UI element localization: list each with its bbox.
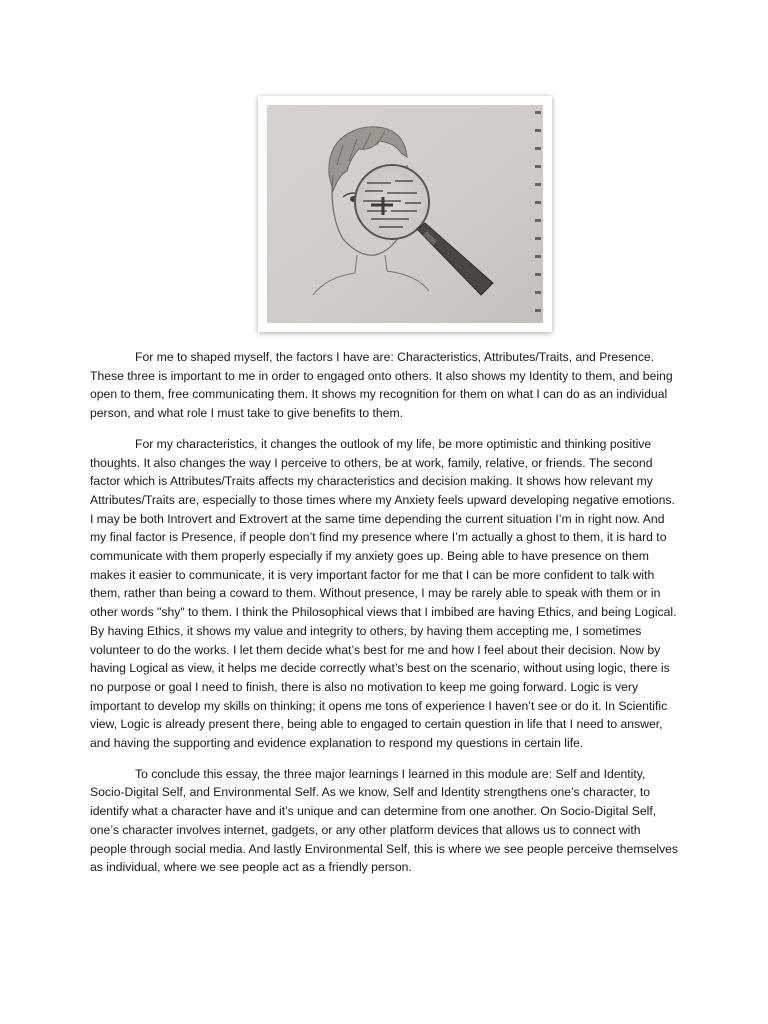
paragraph-3: To conclude this essay, the three major learnings I learned in this module are: Self and Identity, Socio-Digital Self, and Environmental Self. As we know, Self and Identity strengthens one’s character, to identify what a character have and it’s unique and can determine from one another. On Socio-Digital Self, one’s character involves internet, gadgets, or any other platform devices that allows us to connect with people through social media. And lastly Environmental Self, this is where we see people perceive themselves as individual, where we see people act as a friendly person. (90, 766, 679, 875)
paragraph-2: For my characteristics, it changes the outlook of my life, be more optimistic and thinking positive thoughts. It also changes the way I perceive to others, be at work, family, relative, or friends. The second factor which is Attributes/Traits affects my characteristics and decision making. It shows how relevant my Attributes/Traits are, especially to those times where my Anxiety feels upward developing negative emotions. I may be both Introvert and Extrovert at the same time depending the current situation I’m in right now. And my final factor is Presence, if people don’t find my presence where I’m actually a ghost to them, it is hard to communicate with them properly especially if my anxiety goes up. Being able to have presence on them makes it easier to communicate, it is very important factor for me that I can be more confident to talk with them, rather than being a coward to them. Without presence, I may be rarely able to speak with them or in other words "shy" to them. I think the Philosophical views that I imbibed are having Ethics, and being Logical. By having Ethics, it shows my value and integrity to others, by having them accepting me, I sometimes volunteer to do the works. I let them decide what’s best for me and how I feel about their decision. Now by having Logical as view, it helps me decide correctly what’s best on the scenario, without using logic, there is no purpose or goal I need to finish, there is also no motivation to keep me going forward. Logic is very important to develop my skills on thinking; it opens me tons of experience I haven’t see or do it. In Scientific view, Logic is already present there, being able to engaged to certain question in life that I need to answer, and having the supporting and evidence explanation to respond my questions in certain life. (90, 436, 677, 751)
figure-frame (258, 96, 552, 332)
paragraph-1: For me to shaped myself, the factors I have are: Characteristics, Attributes/Traits, and Presence. These three is important to me in order to engaged onto others. It also shows my Identity to them, and being open to them, free communicating them. It shows my recognition for them on what I can do as an individual person, and what role I must take to give benefits to them. (90, 350, 673, 421)
essay-body (90, 348, 680, 889)
drawing-image (267, 105, 543, 323)
pencil-drawing-photo (267, 105, 543, 323)
